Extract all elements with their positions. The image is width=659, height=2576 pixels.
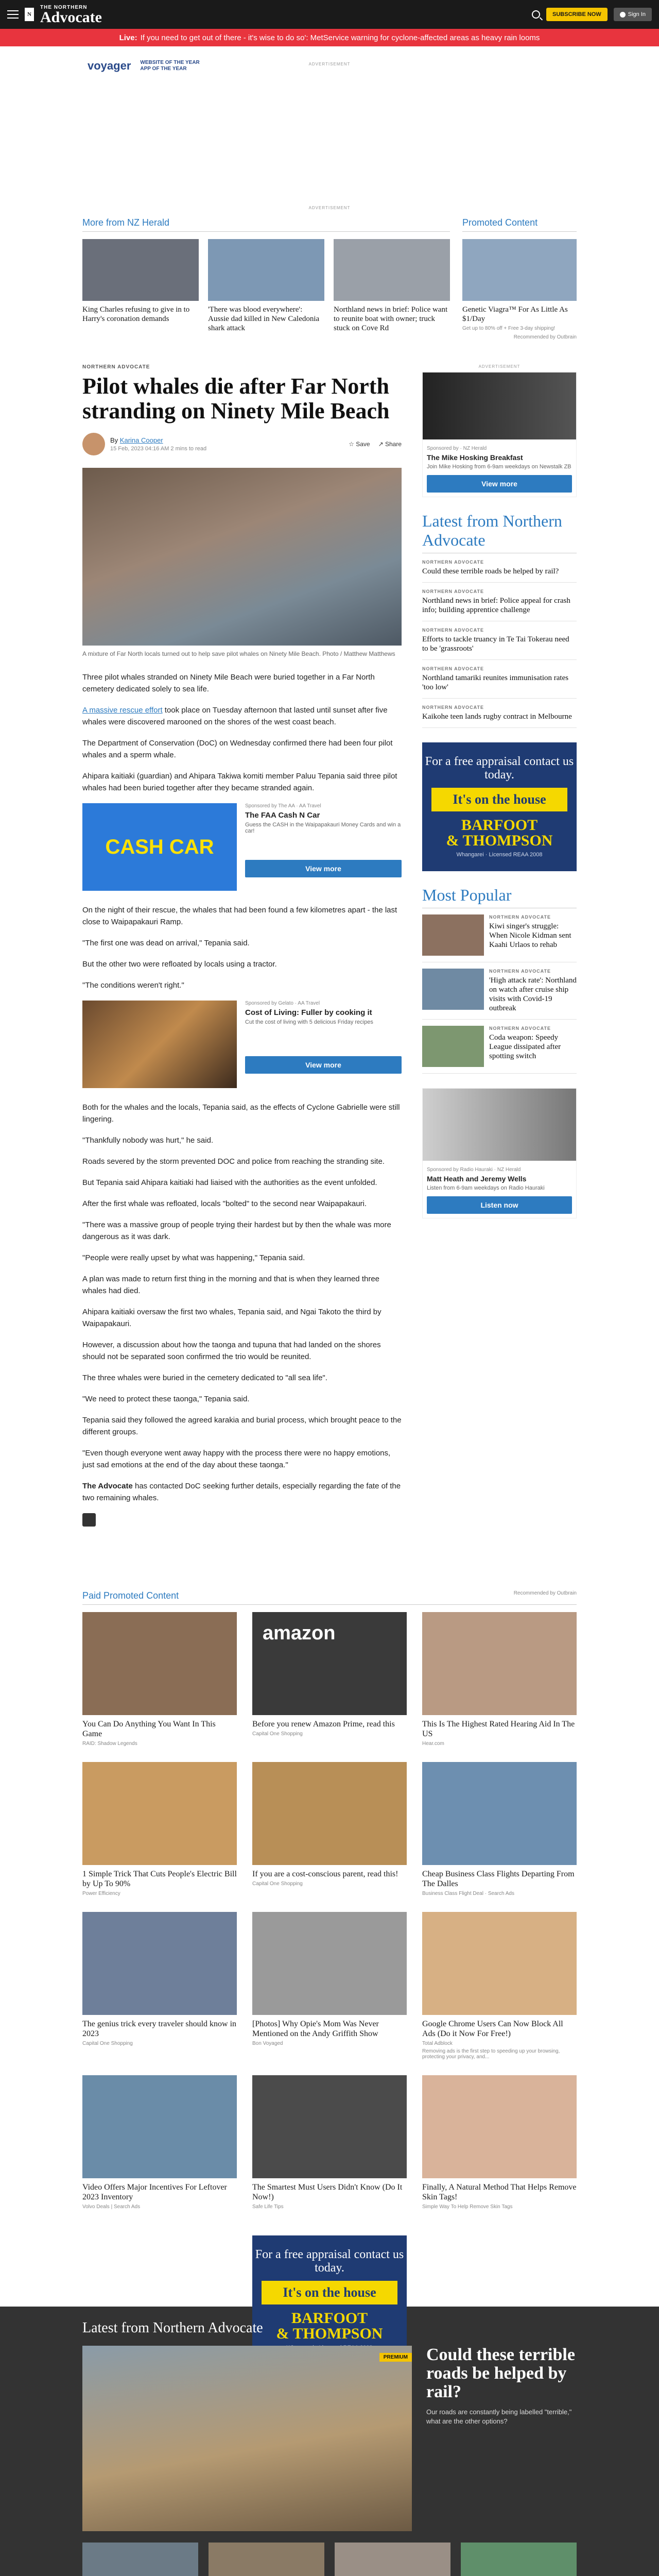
promo-desc: Cut the cost of living with 5 delicious Friday recipes (245, 1019, 373, 1025)
view-more-button[interactable]: View more (427, 475, 572, 493)
more-from-heading: More from NZ Herald (82, 217, 450, 232)
paid-promo-title: Google Chrome Users Can Now Block All Ads (Do it Now For Free!) (422, 2020, 563, 2038)
paid-promo-title: Before you renew Amazon Prime, read this (252, 1720, 395, 1728)
most-popular-item[interactable] (422, 1020, 577, 1074)
barfoot-brand1: BARFOOT (461, 817, 538, 834)
paid-promo-card[interactable] (252, 1912, 407, 2060)
more-from-section (82, 217, 577, 349)
promo-thumbnail (82, 1001, 237, 1088)
item-kicker: NORTHERN ADVOCATE (422, 589, 484, 594)
hero-caption: A mixture of Far North locals turned out to help save pilot whales on Ninety Mile Beach. Photo / Matthew Matthews (82, 650, 395, 657)
paid-promo-title: This Is The Highest Rated Hearing Aid In The US (422, 1720, 575, 1738)
paid-promo-card[interactable] (252, 2075, 407, 2210)
view-more-button[interactable]: View more (245, 860, 402, 877)
barfoot-line2: It's on the house (262, 2281, 397, 2304)
paragraph: Roads severed by the storm prevented DOC and police from reaching the stranding site. (82, 1157, 385, 1166)
more-from-title: King Charles refusing to give in to Harry's coronation demands (82, 306, 190, 323)
radio-title: Matt Heath and Jeremy Wells (427, 1175, 527, 1183)
latest-main-image (82, 2346, 412, 2531)
paid-promo-title: If you are a cost-conscious parent, read this! (252, 1870, 398, 1878)
paid-promo-sponsor: Capital One Shopping (82, 2041, 133, 2046)
paragraph: "We need to protect these taonga," Tepania said. (82, 1395, 250, 1403)
search-icon[interactable] (532, 10, 540, 19)
item-title: Efforts to tackle truancy in Te Tai Tokerau need to be 'grassroots' (422, 635, 569, 653)
promoted-card[interactable] (462, 239, 577, 331)
paragraph: On the night of their rescue, the whales that had been found a few kilometres apart - the last close to Waipapakauri Ramp. (82, 906, 397, 926)
breakfast-title: The Mike Hosking Breakfast (427, 453, 523, 462)
latest-sidebar-heading: Latest from Northern Advocate (422, 512, 577, 553)
article-headline: Pilot whales die after Far North stranding on Ninety Mile Beach (82, 374, 390, 423)
inline-promo-cash-car[interactable] (82, 803, 402, 891)
masthead-title: Advocate (40, 8, 102, 26)
most-popular (422, 886, 577, 1074)
paid-promo-card[interactable] (252, 1762, 407, 1896)
paragraph: The Department of Conservation (DoC) on Wednesday confirmed there had been four pilot whales and a sperm whale. (82, 739, 393, 759)
item-kicker: NORTHERN ADVOCATE (422, 628, 484, 633)
paragraph: After the first whale was refloated, locals "bolted" to the second near Waipapakauri. (82, 1199, 367, 1208)
paragraph (82, 1480, 402, 1504)
radio-thumbnail (423, 1089, 576, 1161)
hero-image[interactable] (82, 468, 402, 646)
voyager-logo: voyager (88, 59, 131, 72)
latest-card-image (209, 2543, 324, 2576)
item-title: Kiwi singer's struggle: When Nicole Kidman sent Kaahi Urlaos to rehab (489, 922, 571, 949)
paragraph: "The first one was dead on arrival," Tepania said. (82, 939, 250, 947)
paragraph: "Even though everyone went away happy with the process there were no happy emotions, just sad emotions at the end of the day about these taonga." (82, 1449, 391, 1469)
latest-card[interactable] (82, 2543, 198, 2576)
latest-sidebar-item[interactable] (422, 660, 577, 699)
top-ad-slot (0, 66, 659, 206)
most-popular-item[interactable] (422, 962, 577, 1020)
paid-promo-sponsor: Simple Way To Help Remove Skin Tags (422, 2204, 513, 2210)
live-label: Live: (119, 33, 137, 42)
more-from-title: Northland news in brief: Police want to reunite boat with owner; truck stuck on Cove Rd (334, 306, 448, 332)
latest-card-image (461, 2543, 577, 2576)
voyager-award-text (140, 60, 199, 72)
paid-promo-card[interactable] (82, 1612, 237, 1747)
promoted-thumbnail (462, 239, 577, 301)
masthead-logo[interactable] (40, 5, 102, 25)
promoted-content-heading: Promoted Content (462, 217, 577, 232)
latest-sidebar-item[interactable] (422, 553, 577, 583)
promoted-sponsor: Get up to 80% off + Free 3-day shipping! (462, 326, 556, 331)
sidebar (422, 364, 577, 1218)
article-meta: 15 Feb, 2023 04:16 AM 2 mins to read (110, 446, 207, 452)
nz-herald-logo-badge[interactable]: N (25, 8, 34, 21)
paid-promo-card[interactable] (422, 1912, 577, 2060)
brand-wordmark: amazon (263, 1622, 336, 1644)
outbrain-credit[interactable]: Recommended by Outbrain (513, 334, 577, 340)
byline (82, 433, 402, 455)
share-button[interactable]: ↗ Share (378, 440, 402, 448)
inline-promo-cooking[interactable] (82, 1001, 402, 1088)
latest-main-story[interactable] (82, 2346, 577, 2531)
latest-card-image (82, 2543, 198, 2576)
paragraph (82, 704, 402, 728)
barfoot-brand2: & THOMPSON (446, 832, 553, 849)
paid-promo-title: 1 Simple Trick That Cuts People's Electric Bill by Up To 90% (82, 1870, 237, 1888)
latest-sidebar-item[interactable] (422, 583, 577, 621)
paragraph: But the other two were refloated by locals using a tractor. (82, 960, 277, 969)
paid-promo-thumbnail (252, 1762, 407, 1865)
voyager-award-line2: APP OF THE YEAR (140, 66, 187, 72)
top-navigation-bar (0, 0, 659, 29)
article (82, 364, 402, 1527)
paragraph-bold: The Advocate (82, 1482, 133, 1490)
item-title: Northland news in brief: Police appeal for crash info; building apprentice challenge (422, 597, 570, 614)
paid-promo-sponsor: Capital One Shopping (252, 1731, 303, 1737)
voyager-award-line1: WEBSITE OF THE YEAR (140, 60, 200, 65)
paragraph-text: has contacted DoC seeking further details, especially regarding the fate of the two remaining whales. (82, 1482, 401, 1502)
paragraph: Three pilot whales stranded on Ninety Mile Beach were buried together in a Far North cemetery dedicated solely to sea life. (82, 673, 375, 693)
paid-promo-thumbnail (422, 2075, 577, 2178)
ad-label: ADVERTISEMENT (308, 62, 351, 66)
paragraph: Ahipara kaitiaki oversaw the first two whales, Tepania said, and Ngai Takoto the third by Waipapakauri. (82, 1308, 381, 1328)
promo-desc: Guess the CASH in the Waipapakauri Money Cards and win a car! (245, 822, 401, 834)
paid-promo-thumbnail (82, 1762, 237, 1865)
item-kicker: NORTHERN ADVOCATE (422, 705, 484, 710)
paragraph: "Thankfully nobody was hurt," he said. (82, 1136, 214, 1145)
live-headline: If you need to get out of there - it's wise to do so': MetService warning for cyclone-affected areas as heavy rain looms (140, 33, 540, 42)
user-icon (620, 12, 626, 18)
sign-in-button[interactable] (614, 8, 652, 21)
item-thumbnail (422, 1026, 484, 1067)
barfoot-brand1: BARFOOT (291, 2310, 368, 2327)
breakfast-desc: Join Mike Hosking from 6-9am weekdays on Newstalk ZB (427, 464, 571, 470)
more-from-title: 'There was blood everywhere': Aussie dad killed in New Caledonia shark attack (208, 306, 320, 332)
paid-promo-thumbnail (82, 2075, 237, 2178)
paragraph: Tepania said they followed the agreed karakia and burial process, which brought peace to the different groups. (82, 1416, 402, 1436)
paid-promo-card[interactable] (82, 2075, 237, 2210)
paid-promo-card[interactable] (422, 2075, 577, 2210)
more-from-card[interactable] (334, 239, 450, 333)
item-kicker: NORTHERN ADVOCATE (489, 914, 551, 920)
paid-promo-extra-text: Removing ads is the first step to speeding up your browsing, protecting your privacy, and... (422, 2048, 560, 2060)
paid-promoted-header (82, 1590, 577, 1605)
more-from-thumbnail (208, 239, 324, 301)
paragraph: Ahipara kaitiaki (guardian) and Ahipara Takiwa komiti member Paluu Tepania said three pilot whales had been buried together after they became stranded again. (82, 772, 397, 792)
paid-promo-sponsor: RAID: Shadow Legends (82, 1741, 137, 1747)
paragraph: "There was a massive group of people trying their hardest but by then the whale was more dangerous as it was dark. (82, 1221, 391, 1241)
paid-promo-title: The genius trick every traveler should know in 2023 (82, 2020, 237, 2038)
item-thumbnail (422, 969, 484, 1010)
item-title: Could these terrible roads be helped by rail? (422, 567, 559, 575)
paid-promo-title: [Photos] Why Opie's Mom Was Never Mentioned on the Andy Griffith Show (252, 2020, 379, 2038)
sidebar-promo-radio[interactable] (422, 1088, 577, 1218)
masthead-small-text: THE NORTHERN (40, 4, 88, 10)
paragraph: The three whales were buried in the cemetery dedicated to "all sea life". (82, 1374, 327, 1382)
barfoot-line2: It's on the house (431, 788, 567, 811)
paid-grid (82, 1612, 577, 2210)
more-from-card[interactable] (82, 239, 199, 333)
hamburger-menu-icon[interactable] (7, 10, 19, 19)
paid-promo-card[interactable] (422, 1612, 577, 1747)
paid-promo-sponsor: Business Class Flight Deal · Search Ads (422, 1891, 514, 1896)
latest-from-section (0, 2307, 659, 2576)
promo-sponsor: Sponsored by The AA · AA Travel (245, 803, 321, 809)
save-label: Save (356, 440, 370, 448)
item-title: Northland tamariki reunites immunisation rates 'too low' (422, 674, 569, 691)
latest-main-desc: Our roads are constantly being labelled "terrible," what are the other options? (426, 2408, 572, 2425)
article-region (82, 364, 577, 1590)
breakfast-thumbnail (423, 372, 576, 439)
paid-promo-title: Finally, A Natural Method That Helps Remove Skin Tags! (422, 2183, 577, 2201)
promo-thumbnail: CASH CAR (82, 803, 237, 891)
barfoot-ad[interactable] (422, 742, 577, 871)
paid-promo-title: You Can Do Anything You Want In This Game (82, 1720, 216, 1738)
radio-sponsor: Sponsored by Radio Hauraki · NZ Herald (427, 1167, 521, 1173)
sidebar-ad-label: ADVERTISEMENT (478, 364, 521, 369)
paid-promo-thumbnail (422, 1612, 577, 1715)
subscribe-button[interactable]: SUBSCRIBE NOW (546, 8, 608, 21)
breakfast-sponsor: Sponsored by · NZ Herald (427, 446, 487, 451)
barfoot-footer: Whangarei · Licensed REAA 2008 (456, 852, 543, 858)
latest-card[interactable] (209, 2543, 324, 2576)
author-link[interactable]: Karina Cooper (119, 436, 163, 444)
more-from-thumbnail (82, 239, 199, 301)
premium-badge: PREMIUM (379, 2353, 412, 2362)
item-kicker: NORTHERN ADVOCATE (489, 969, 551, 974)
paragraph: A plan was made to return first thing in the morning and that is when they learned three whales had died. (82, 1275, 380, 1295)
paragraph: Both for the whales and the locals, Tepania said, as the effects of Cyclone Gabrielle were still lingering. (82, 1103, 400, 1124)
author-avatar[interactable] (82, 433, 105, 455)
paid-promo-sponsor: Total Adblock (422, 2041, 453, 2046)
live-news-banner[interactable] (0, 29, 659, 46)
paragraph: "People were really upset by what was happening," Tepania said. (82, 1253, 305, 1262)
paid-promo-card[interactable] (422, 1762, 577, 1896)
more-from-card[interactable] (208, 239, 324, 333)
paid-promo-sponsor: Bon Voyaged (252, 2041, 283, 2046)
item-title: 'High attack rate': Northland on watch after cruise ship visits with Covid-19 outbreak (489, 976, 577, 1012)
sidebar-promo-breakfast[interactable] (422, 372, 577, 497)
paid-promo-sponsor: Power Efficiency (82, 1891, 120, 1896)
latest-sidebar (422, 512, 577, 728)
item-kicker: NORTHERN ADVOCATE (422, 560, 484, 565)
paid-promo-thumbnail (422, 1912, 577, 2015)
listen-now-button[interactable]: Listen now (427, 1196, 572, 1214)
sign-in-label: Sign In (628, 11, 646, 18)
promo-title: The FAA Cash N Car (245, 811, 320, 820)
latest-sidebar-item[interactable] (422, 699, 577, 728)
latest-card[interactable] (335, 2543, 450, 2576)
barfoot-line1: For a free appraisal contact us today. (255, 2248, 404, 2275)
more-from-thumbnail (334, 239, 450, 301)
paid-promo-thumbnail (252, 2075, 407, 2178)
latest-sidebar-item[interactable] (422, 621, 577, 660)
paragraph: But Tepania said Ahipara kaitiaki had liaised with the authorities as the event unfolded. (82, 1178, 377, 1187)
latest-heading: Latest from Northern Advocate (82, 2320, 263, 2336)
rescue-link[interactable]: A massive rescue effort (82, 706, 163, 715)
barfoot-brand2: & THOMPSON (276, 2325, 383, 2342)
save-button[interactable]: ☆ Save (349, 440, 370, 448)
latest-main-title: Could these terrible roads be helped by rail? (426, 2345, 575, 2401)
paid-promo-card[interactable] (252, 1612, 407, 1747)
paid-promo-sponsor: Safe Life Tips (252, 2204, 284, 2210)
item-kicker: NORTHERN ADVOCATE (489, 1026, 551, 1031)
paid-promo-thumbnail (82, 1612, 237, 1715)
author-line (110, 436, 206, 444)
paid-promo-thumbnail (422, 1762, 577, 1865)
promo-title: Cost of Living: Fuller by cooking it (245, 1008, 372, 1017)
item-thumbnail (422, 914, 484, 956)
most-popular-heading: Most Popular (422, 886, 577, 908)
paid-promo-card[interactable] (82, 1762, 237, 1896)
ad-label-2: ADVERTISEMENT (308, 206, 351, 210)
paid-promo-sponsor: Capital One Shopping (252, 1881, 303, 1887)
outbrain-credit[interactable]: Recommended by Outbrain (513, 1590, 577, 1596)
paid-promo-thumbnail (252, 1912, 407, 2015)
paid-promo-thumbnail (252, 1612, 407, 1715)
paid-promo-title: Cheap Business Class Flights Departing From The Dalles (422, 1870, 575, 1888)
radio-desc: Listen from 6-9am weekdays on Radio Hauraki (427, 1185, 545, 1191)
item-kicker: NORTHERN ADVOCATE (422, 666, 484, 671)
barfoot-line1: For a free appraisal contact us today. (425, 755, 574, 782)
newsroom-logo-icon (82, 1513, 96, 1527)
share-label: Share (385, 440, 402, 448)
latest-card-image (335, 2543, 450, 2576)
item-title: Coda weapon: Speedy League dissipated after spotting switch (489, 1033, 561, 1060)
most-popular-item[interactable] (422, 908, 577, 962)
latest-card[interactable] (461, 2543, 577, 2576)
paragraph: "The conditions weren't right." (82, 981, 184, 990)
promoted-title: Genetic Viagra™ For As Little As $1/Day (462, 306, 568, 323)
paid-promo-sponsor: Hear.com (422, 1741, 444, 1747)
paid-promo-title: The Smartest Must Users Didn't Know (Do It Now!) (252, 2183, 403, 2201)
article-kicker[interactable]: NORTHERN ADVOCATE (82, 364, 150, 370)
paid-promo-thumbnail (82, 1912, 237, 2015)
promo-sponsor: Sponsored by Gelato · AA Travel (245, 1001, 320, 1006)
item-title: Kaikohe teen lands rugby contract in Melbourne (422, 713, 572, 721)
article-body (82, 671, 402, 1527)
paid-promo-sponsor: Volvo Deals | Search Ads (82, 2204, 141, 2210)
paid-promo-card[interactable] (82, 1912, 237, 2060)
paragraph-text: took place on Tuesday afternoon that lasted until sunset after five whales were discovered marooned on the shores of the west coast beach. (82, 706, 388, 726)
paid-promo-title: Video Offers Major Incentives For Leftover 2023 Inventory (82, 2183, 227, 2201)
paid-promoted-heading: Paid Promoted Content (82, 1590, 179, 1601)
paragraph: However, a discussion about how the taonga and tupuna that had landed on the shores should not be separated soon confirmed the trio would be reunited. (82, 1341, 381, 1361)
view-more-button[interactable]: View more (245, 1056, 402, 1074)
byline-prefix: By (110, 436, 118, 444)
